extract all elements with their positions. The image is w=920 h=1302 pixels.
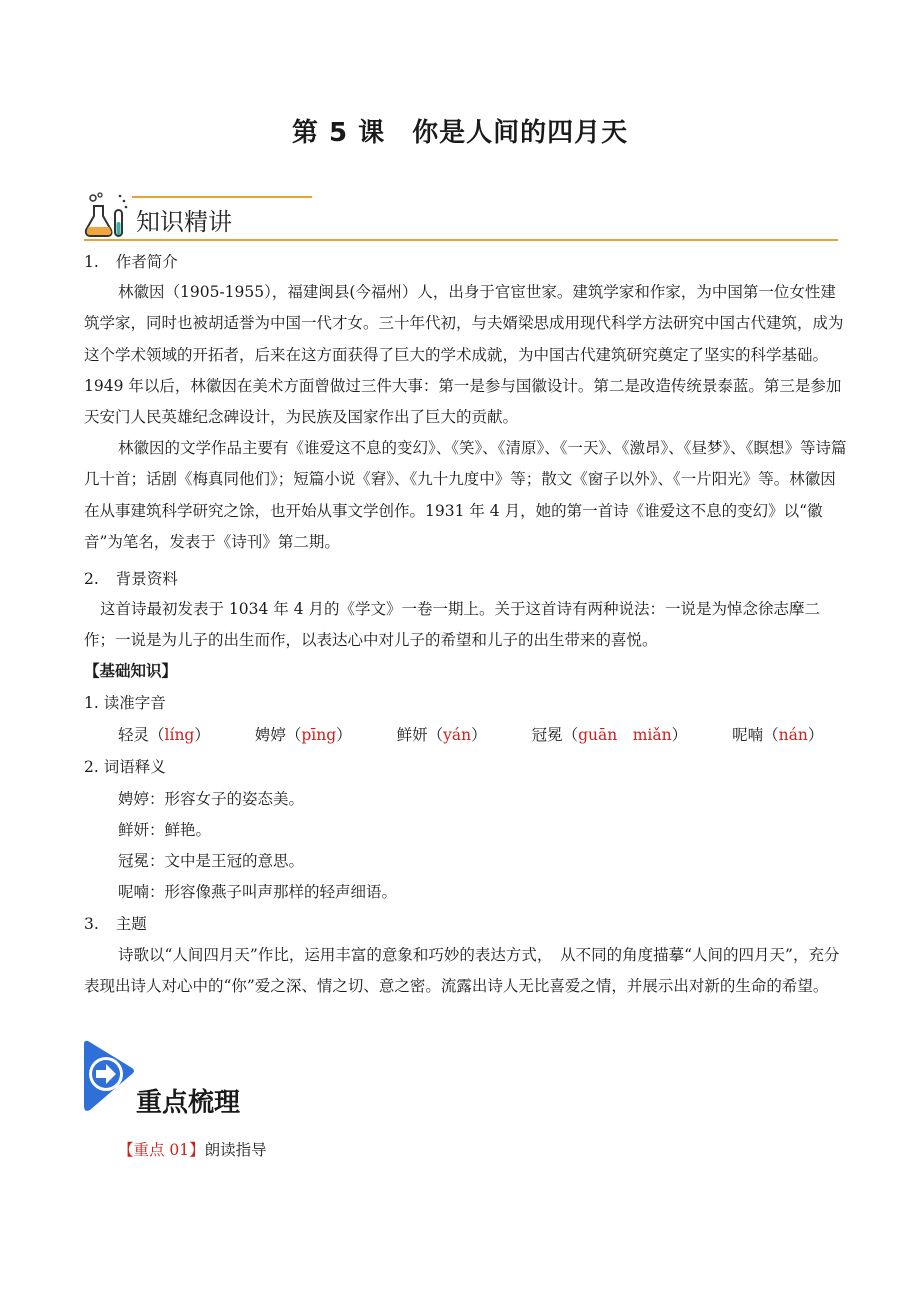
author-paragraph-1 xyxy=(84,277,850,433)
paragraph-text: 这首诗最初发表于 1034 年 4 月的《学文》一卷一期上。关于这首诗有两种说法：一说是为悼念徐志摩二作；一说是为儿子的出生而作，以表达心中对儿子的希望和儿子的出生带来的喜悦。 xyxy=(84,600,821,650)
heading-author xyxy=(84,252,178,272)
lab-flask-icon xyxy=(84,192,128,238)
vocab-item: 鲜妍：鲜艳。 xyxy=(118,821,212,839)
pron-item: 轻灵（líng） xyxy=(118,726,210,744)
heading-text: 主题 xyxy=(115,915,147,933)
page-title: 第 5 课 你是人间的四月天 xyxy=(291,118,629,148)
heading-number: 2. xyxy=(84,570,99,588)
focus-tag: 【重点 01】 xyxy=(118,1141,205,1159)
heading-background xyxy=(84,569,178,589)
vocab-item: 冠冕：文中是王冠的意思。 xyxy=(118,852,305,870)
section-divider xyxy=(84,239,838,241)
pron-item: 鲜妍（yán） xyxy=(396,726,487,744)
vocab-item: 呢喃：形容像燕子叫声那样的轻声细语。 xyxy=(118,883,398,901)
vocab-heading: 2. 词语释义 xyxy=(84,758,166,776)
theme-paragraph xyxy=(84,940,850,1003)
heading-theme xyxy=(84,914,147,934)
paragraph-text: 林徽因（1905-1955），福建闽县(今福州）人，出身于官宦世家。建筑学家和作家，为中国第一位女性建筑学家，同时也被胡适誉为中国一代才女。三十年代初，与夫婿梁思成用现代科学方法研究中国古代建筑，成为这个学术领域的开拓者，后来在这方面获得了巨大的学术成就，为中国古代建筑研究奠定了坚实的科学基础。1949 年以后，林徽因在美术方面曾做过三件大事：第一是参与国徽设计。第二是改造传统景泰蓝。第三是参加天安门人民英雄纪念碑设计，为民族及国家作出了巨大的贡献。 xyxy=(84,283,844,427)
pronunciation-list xyxy=(118,725,863,745)
vocab-item: 娉婷：形容女子的姿态美。 xyxy=(118,790,305,808)
pron-item: 娉婷（pīng） xyxy=(254,726,352,744)
section-header-focus xyxy=(82,1040,382,1120)
section-label: 重点梳理 xyxy=(136,1088,241,1118)
heading-number: 3. xyxy=(84,915,99,933)
basics-label: 【基础知识】 xyxy=(84,661,178,680)
paragraph-text: 林徽因的文学作品主要有《谁爱这不息的变幻》、《笑》、《清原》、《一天》、《激昂》、《昼梦》、《瞑想》等诗篇几十首；话剧《梅真同他们》；短篇小说《窘》、《九十九度中》等；散文《窗子以外》、《一片阳光》等。林徽因在从事建筑科学研究之馀，也开始从事文学创作。1931 年 4 月，她的第一首诗《谁爱这不息的变幻》以“徽音”为笔名，发表于《诗刊》第二期。 xyxy=(84,439,847,551)
focus-item-01 xyxy=(118,1140,267,1160)
pron-item: 冠冕（guān miǎn） xyxy=(531,726,688,744)
paragraph-text: 诗歌以“人间四月天”作比，运用丰富的意象和巧妙的表达方式， 从不同的角度描摹“人间的四月天”，充分表现出诗人对心中的“你”爱之深、情之切、意之密。流露出诗人无比喜爱之情，并展示出对新的生命的希望。 xyxy=(84,946,840,996)
author-paragraph-2 xyxy=(84,433,850,558)
heading-number: 1. xyxy=(84,253,99,271)
section-label: 知识精讲 xyxy=(136,208,232,236)
background-paragraph xyxy=(84,594,850,657)
focus-text: 朗读指导 xyxy=(204,1141,267,1159)
heading-text: 作者简介 xyxy=(115,253,178,271)
accent-line xyxy=(132,196,312,198)
pron-item: 呢喃（nán） xyxy=(732,726,824,744)
pronunciation-heading: 1. 读准字音 xyxy=(84,694,166,712)
section-header-knowledge xyxy=(84,192,838,242)
arrow-right-badge-icon xyxy=(82,1040,136,1112)
heading-text: 背景资料 xyxy=(115,570,178,588)
